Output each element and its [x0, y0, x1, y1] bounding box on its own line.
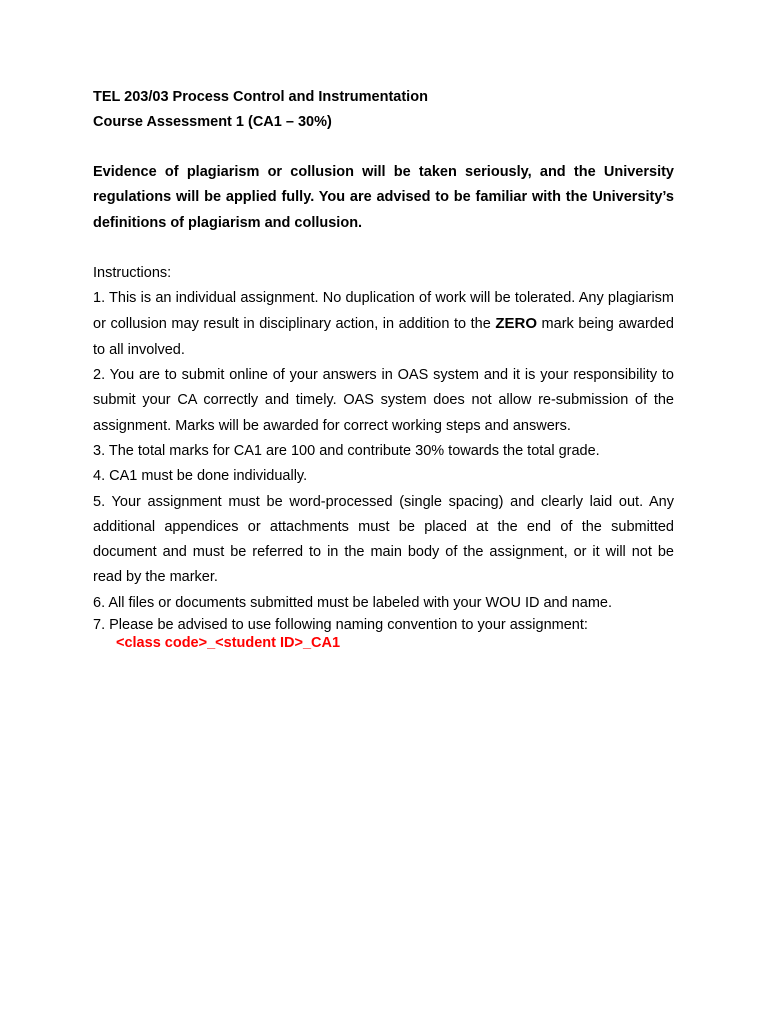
instruction-number: 6. — [93, 594, 106, 611]
instruction-number: 5. — [93, 493, 106, 510]
naming-convention: <class code>_<student ID>_CA1 — [116, 635, 341, 652]
instruction-number: 1. — [93, 290, 106, 307]
document-body — [93, 85, 674, 652]
instruction-number: 4. — [93, 468, 106, 485]
instruction-number: 2. — [93, 367, 106, 384]
instruction-number: 7. — [93, 617, 106, 634]
zero-emphasis: ZERO — [495, 315, 537, 333]
assessment-title: Course Assessment 1 (CA1 – 30%) — [93, 114, 332, 130]
instructions-list — [93, 286, 674, 634]
plagiarism-warning: Evidence of plagiarism or collusion will be taken seriously, and the University regulations will be applied fully. You are advised to be familiar with the University’s definitions of plagiarism and collusion. — [93, 164, 674, 231]
instruction-item-1 — [93, 286, 674, 363]
instruction-item-6 — [93, 591, 674, 616]
instruction-text: This is an individual assignment. No duplication of work will be tolerated. Any plagiarism or collusion may result in disciplinary action, in addition to the — [93, 290, 674, 333]
instruction-item-4 — [93, 464, 674, 489]
instruction-text: mark being awarded to all involved. — [93, 316, 674, 358]
instruction-item-2 — [93, 363, 674, 439]
instruction-text: You are to submit online of your answers in OAS system and it is your responsibility to submit your CA correctly and timely. OAS system does not allow re-submission of the assignment. Marks will be awarded for correct working steps and answers. — [93, 367, 674, 434]
instruction-item-5 — [93, 490, 674, 591]
instruction-text: Your assignment must be word-processed (single spacing) and clearly laid out. Any additional appendices or attachments must be placed at the end of the submitted document and must be referred to in the main body of the assignment, or it will not be read by the marker. — [93, 493, 674, 586]
instruction-text: Please be advised to use following naming convention to your assignment: — [105, 617, 588, 634]
instruction-text: The total marks for CA1 are 100 and contribute 30% towards the total grade. — [105, 442, 600, 459]
course-title: TEL 203/03 Process Control and Instrumentation — [93, 89, 428, 105]
instructions-heading: Instructions: — [93, 264, 172, 281]
instruction-item-7 — [93, 616, 674, 634]
instruction-text: All files or documents submitted must be labeled with your WOU ID and name. — [105, 594, 613, 611]
instruction-item-3 — [93, 439, 674, 464]
instruction-text: CA1 must be done individually. — [105, 468, 308, 485]
instruction-number: 3. — [93, 442, 106, 459]
